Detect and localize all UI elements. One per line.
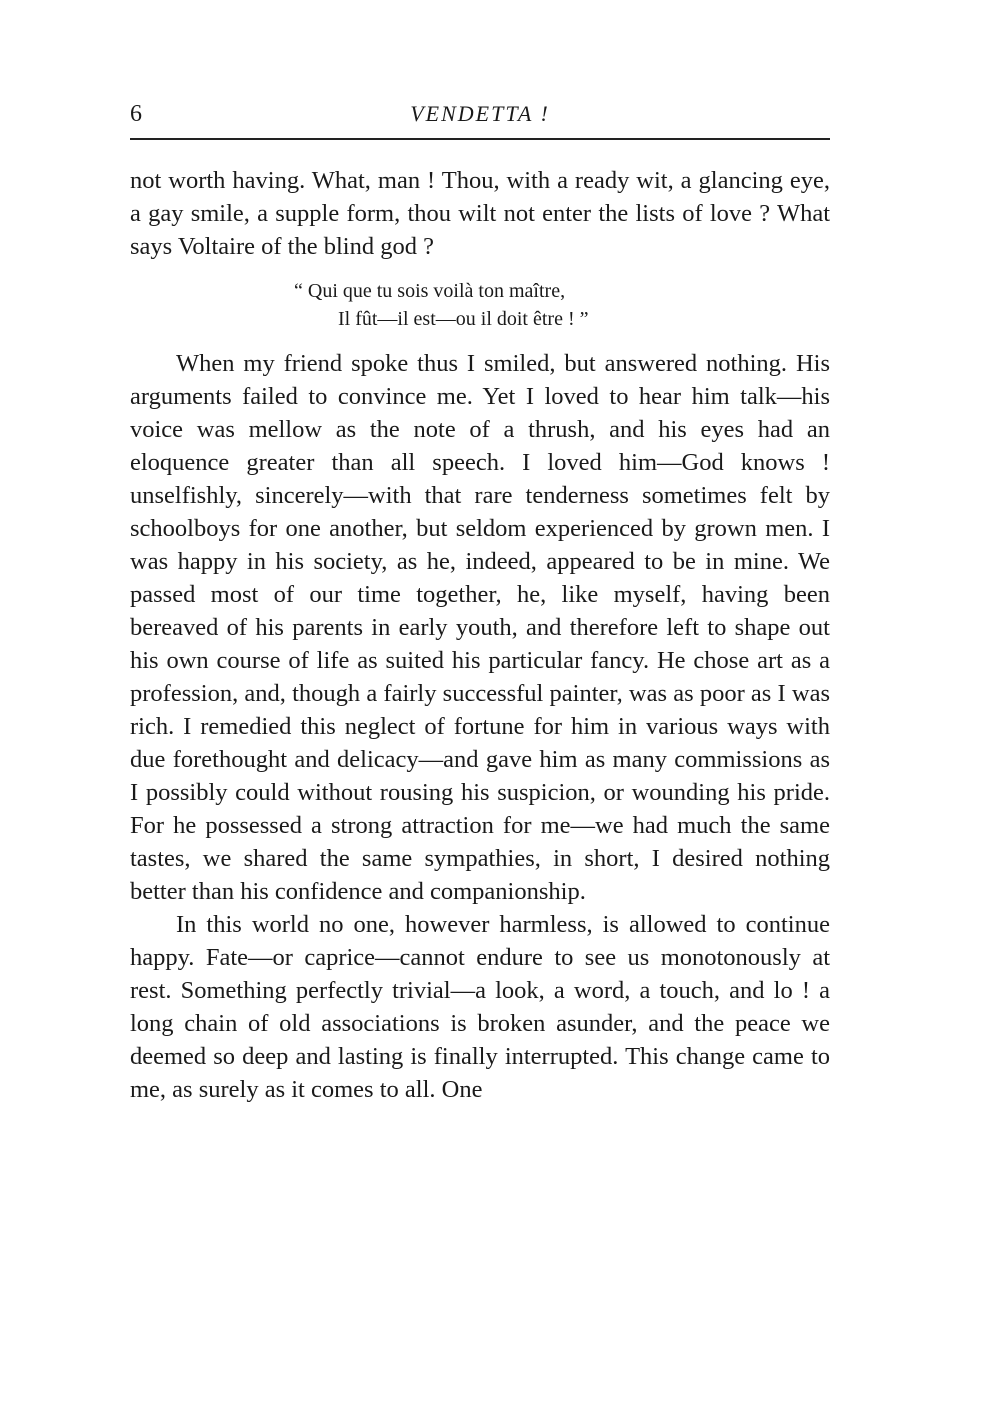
verse-quote	[130, 277, 830, 333]
body-text	[130, 164, 830, 1106]
quote-line-1: “ Qui que tu sois voilà ton maître,	[294, 280, 566, 302]
running-title: VENDETTA !	[410, 101, 550, 126]
paragraph-2: When my friend spoke thus I smiled, but answered nothing. His arguments failed to convince me. Yet I loved to hear him talk—his voice was mellow as the note of a thrush, and his eyes had an eloquence greater than all speech. I loved him—God knows ! unselfishly, sincerely—with that rare tenderness sometimes felt by schoolboys for one another, but seldom experienced by grown men. I was happy in his society, as he, indeed, appeared to be in mine. We passed most of our time together, he, like myself, having been bereaved of his parents in early youth, and therefore left to shape out his own course of life as suited his particular fancy. He chose art as a profession, and, though a fairly successful painter, was as poor as I was rich. I remedied this neglect of fortune for him in various ways with due forethought and delicacy—and gave him as many commissions as I possibly could without rousing his suspicion, or wounding his pride. For he possessed a strong attraction for me—we had much the same tastes, we shared the same sympathies, in short, I desired nothing better than his confidence and companionship.	[130, 350, 830, 905]
page-header	[130, 96, 830, 132]
paragraph-1: not worth having. What, man ! Thou, with a ready wit, a glancing eye, a gay smile, a supple form, thou wilt not enter the lists of love ? What says Voltaire of the blind god ?	[130, 167, 830, 260]
paragraph-3: In this world no one, however harmless, is allowed to continue happy. Fate—or caprice—cannot endure to see us monotonously at rest. Something perfectly trivial—a look, a word, a touch, and lo ! a long chain of old associations is broken asunder, and the peace we deemed so deep and lasting is finally interrupted. This change came to me, as surely as it comes to all. One	[130, 911, 830, 1103]
header-rule	[130, 138, 830, 140]
quote-line-2: Il fût—il est—ou il doit être ! ”	[338, 308, 589, 330]
page-number: 6	[130, 101, 142, 127]
book-page	[130, 0, 830, 1418]
